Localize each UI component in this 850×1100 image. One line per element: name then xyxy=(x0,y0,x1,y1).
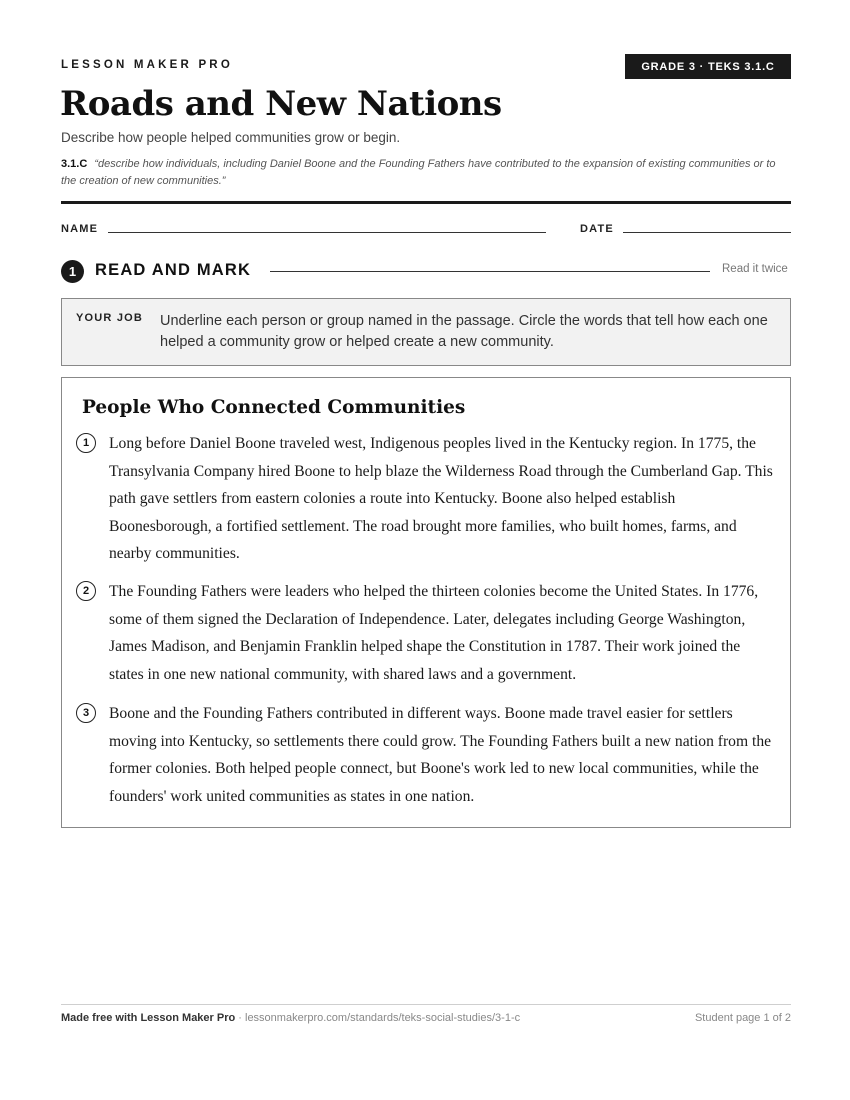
date-field-line[interactable] xyxy=(623,232,791,233)
date-label: DATE xyxy=(580,223,614,235)
page-subtitle: Describe how people helped communities grow or begin. xyxy=(61,130,401,145)
passage-paragraph-3: Boone and the Founding Fathers contributed in different ways. Boone made travel easier for settlers moving into Kentucky, so settlements there could grow. The Founding Fathers built a new nation from the former colonies. Both helped people connect, but Boone's work led to new local communities, while the founders' work united communities as states in one nation. xyxy=(109,705,772,805)
section-title: READ AND MARK xyxy=(95,261,252,279)
reading-passage xyxy=(61,377,791,828)
grade-badge: GRADE 3 · TEKS 3.1.C xyxy=(625,54,791,79)
header-divider xyxy=(61,201,791,204)
standard-code: 3.1.C xyxy=(61,158,88,170)
section-note: Read it twice xyxy=(722,263,788,275)
section-number-badge: 1 xyxy=(61,260,84,283)
passage-paragraph-2: The Founding Fathers were leaders who helped the thirteen colonies become the United States. In 1776, some of them signed the Declaration of Independence. Later, delegates including George Washington, James Madison, and Benjamin Franklin helped shape the Constitution in 1787. Their work joined the states in one new national community, with shared laws and a government. xyxy=(109,583,759,683)
page-indicator: Student page 1 of 2 xyxy=(694,1012,791,1024)
page-title: Roads and New Nations xyxy=(60,84,502,124)
standard-quote: “describe how individuals, including Daniel Boone and the Founding Fathers have contributed to the expansion of existing communities or to the creation of new communities.” xyxy=(61,158,776,187)
standard-description xyxy=(61,156,786,190)
name-label: NAME xyxy=(61,223,99,235)
instructions-text: Underline each person or group named in the passage. Circle the words that tell how each one helped a community grow or helped create a new community. xyxy=(160,313,768,350)
name-field-line[interactable] xyxy=(108,232,546,233)
paragraph-number-1: 1 xyxy=(76,433,96,453)
section-divider xyxy=(270,271,710,272)
brand-name: LESSON MAKER PRO xyxy=(61,59,233,71)
footer-url[interactable]: · lessonmakerpro.com/standards/teks-social-studies/3-1-c xyxy=(235,1012,521,1024)
footer-credit xyxy=(61,1012,520,1024)
instructions-box xyxy=(61,298,791,366)
instructions-label: YOUR JOB xyxy=(76,312,144,324)
passage-title: People Who Connected Communities xyxy=(82,397,466,418)
paragraph-number-2: 2 xyxy=(76,581,96,601)
passage-paragraph-1: Long before Daniel Boone traveled west, Indigenous peoples lived in the Kentucky region. In 1775, the Transylvania Company hired Boone to help blaze the Wilderness Road through the Cumberland Gap. This path gave settlers from eastern colonies a route into Kentucky. Boone also helped establish Boonesborough, a fortified settlement. The road brought more families, who built homes, farms, and nearby communities. xyxy=(109,435,773,562)
footer-divider xyxy=(61,1004,791,1005)
paragraph-number-3: 3 xyxy=(76,703,96,723)
footer-made-with: Made free with Lesson Maker Pro xyxy=(61,1012,236,1024)
